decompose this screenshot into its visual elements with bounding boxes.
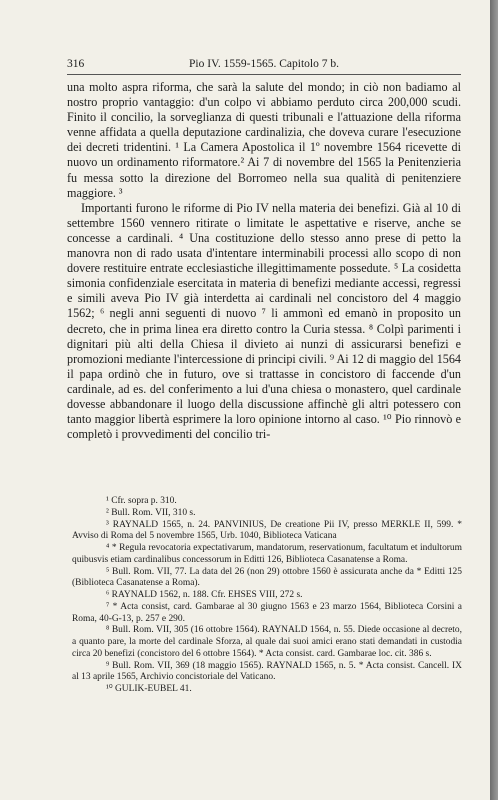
footnote: ⁷ * Acta consist, card. Gambarae al 30 giugno 1563 e 23 marzo 1564, Biblioteca Corsini a Roma, 40-G-13, p. 257 e 290. <box>72 601 462 624</box>
page-header <box>67 58 461 72</box>
footnote: ⁴ * Regula revocatoria expectativarum, mandatorum, reservationum, facultatum et indultorum quibusvis etiam cardinalibus concessorum in Editti 126, Biblioteca Casanatense a Roma. <box>72 543 462 565</box>
main-text <box>67 80 461 442</box>
footnote: ¹ Cfr. sopra p. 310. <box>106 496 177 506</box>
footnotes <box>72 496 462 696</box>
page-number: 316 <box>67 58 85 70</box>
running-title: Pio IV. 1559-1565. Capitolo 7 b. <box>189 58 339 70</box>
paragraph: Importanti furono le riforme di Pio IV nella materia dei benefizi. Già al 10 di settembre 1560 vennero ritirate o limitate le aspettative e riserve, anche se concesse a cardinali. ⁴ Una costituzione dello stesso anno prese di petto la manovra non di rado usata d'intentare interminabili processi allo scopo di non dovere restituire entrate ecclesiastiche illegittimamente possedute. ⁵ La cosidetta simonia confidenziale esercitata in materia di benefizi mediante accessi, regressi e simili aveva Pio IV già interdetta ai cardinali nel concistoro del 4 maggio 1562; ⁶ negli anni seguenti di nuovo ⁷ li ammonì ed emanò in proposito un decreto, che in prima linea era diretto contro la Curia stessa. ⁸ Colpì parimenti i dignitari più alti della Chiesa il divieto ai nunzi di assicurarsi benefizi e promozioni mediante l'intercessione di principi civili. ⁹ Ai 12 di maggio del 1564 il papa ordinò che in futuro, ove si trattasse in concistoro di faccende d'un cardinale, ad es. del conferimento a lui d'una chiesa o monastero, quel cardinale dovesse abbandonare il luogo della discussione affinchè gli altri potessero con tanto maggior libertà esprimere la loro opinione intorno al caso. ¹⁰ Pio rinnovò e completò i provvedimenti del concilio tri- <box>67 200 461 442</box>
footnote: ³ RAYNALD 1565, n. 24. PANVINIUS, De creatione Pii IV, presso MERKLE II, 599. * Avviso di Roma del 5 novembre 1565, Urb. 1040, Biblioteca Vaticana <box>72 519 462 542</box>
paragraph: una molto aspra riforma, che sarà la salute del mondo; in ciò non badiamo al nostro proprio vantaggio: d'un colpo vi abbiamo perduto circa 200,000 scudi. Finito il concilio, la sorveglianza di questi tribunali e l'attuazione della riforma venne affidata a quella deputazione cardinalizia, che doveva curare l'esecuzione dei decreti tridentini. ¹ La Camera Apostolica il 1º novembre 1564 ricevette di nuovo un ordinamento riformatore.² Ai 7 di novembre del 1565 la Penitenzieria fu messa sotto la direzione del Borromeo nella sua qualità di penitenziere maggiore. ³ <box>67 80 461 200</box>
footnote: ⁹ Bull. Rom. VII, 369 (18 maggio 1565). RAYNALD 1565, n. 5. * Acta consist. Cancell. IX al 13 aprile 1565, Archivio concistoriale del Vaticano. <box>72 660 462 683</box>
page-edge-shadow <box>490 0 498 800</box>
footnote: ⁸ Bull. Rom. VII, 305 (16 ottobre 1564). RAYNALD 1564, n. 55. Diede occasione al decreto, a quanto pare, la morte del cardinale Sforza, al quale dai suoi amici erano stati demandati in custodia circa 20 benefizi (concistoro del 6 ottobre 1564). * Acta consist. card. Gambarae loc. cit. 386 s. <box>72 625 462 659</box>
header-rule <box>67 74 461 75</box>
footnote: ⁵ Bull. Rom. VII, 77. La data del 26 (non 29) ottobre 1560 è assicurata anche da * Editti 125 (Biblioteca Casanatense a Roma). <box>72 566 462 589</box>
footnote: ¹⁰ GULIK-EUBEL 41. <box>106 684 192 694</box>
footnote: ² Bull. Rom. VII, 310 s. <box>106 507 196 518</box>
footnote: ⁶ RAYNALD 1562, n. 188. Cfr. EHSES VIII, 272 s. <box>106 590 303 600</box>
